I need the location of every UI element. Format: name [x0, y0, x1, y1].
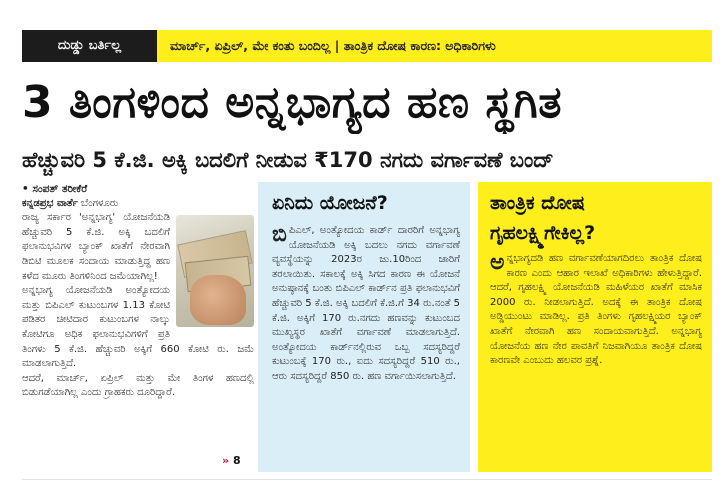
sidebar-text: ನ್ನಭಾಗ್ಯದಡಿ ಹಣ ವರ್ಗಾವಣೆಯಾಗದಿರಲು ತಾಂತ್ರಿಕ ದೋಷ ಕಾರಣ ಎಂದು ಆಹಾರ ಇಲಾಖೆ ಅಧಿಕಾರಿಗಳು ಹೇಳುತ್ತಿದ್ದಾರೆ. ಆದರೆ, ಗೃಹಲಕ್ಷ್ಮಿ ಯೋಜನೆಯಡಿ ಮಹಿಳೆಯರ ಖಾತೆಗೆ ಮಾಸಿಕ 2000 ರು. ನೀಡಲಾಗುತ್ತಿದೆ. ಅದಕ್ಕೆ ಈ ತಾಂತ್ರಿಕ ದೋಷ ಅಡ್ಡಿಯುಂಟು ಮಾಡಿಲ್ಲ. ಪ್ರತಿ ತಿಂಗಳು ಗೃಹಲಕ್ಷ್ಮಿಯರ ಬ್ಯಾಂಕ್ ಖಾತೆಗೆ ನೇರವಾಗಿ ಹಣ ಸಂದಾಯವಾಗುತ್ತಿದೆ. ಅನ್ನಭಾಗ್ಯ ಯೋಜನೆಯ ಹಣ ನೇರ ಪಾವತಿಗೆ ನಿಜವಾಗಿಯೂ ತಾಂತ್ರಿಕ ದೋಷ ಕಾರಣವೇ ಎಂಬುದು ಹಲವರ ಪ್ರಶ್ನೆ.: [490, 253, 702, 367]
bottom-divider: [22, 479, 712, 480]
continued-page-ref: [222, 454, 241, 469]
hand-image: [190, 275, 246, 325]
section-tag: ದುಡ್ಡು ಬರ್ತಿಲ್ಲ: [22, 30, 157, 62]
sidebar-title-line1: ತಾಂತ್ರಿಕ ದೋಷ: [490, 192, 585, 214]
article-paragraph: ರಾಜ್ಯ ಸರ್ಕಾರ 'ಅನ್ನಭಾಗ್ಯ' ಯೋಜನೆಯಡಿ ಹೆಚ್ಚುವರಿ 5 ಕೆ.ಜಿ. ಅಕ್ಕಿ ಬದಲಿಗೆ ಫಲಾನುಭವಿಗಳ ಬ್ಯಾಂಕ್ ಖಾತೆಗೆ ನೇರವಾಗಿ ಡಿಬಿಟಿ ಮೂಲಕ ಸಂದಾಯ ಮಾಡುತ್ತಿದ್ದ ಹಣ ಕಳೆದ ಮೂರು ತಿಂಗಳಿನಿಂದ ಜಮೆಯಾಗಿಲ್ಲ!: [22, 212, 170, 282]
section-banner: [22, 30, 712, 62]
sidebar-dropcap: ಅ: [490, 250, 505, 275]
dateline-city: ಬೆಂಗಳೂರು: [77, 197, 119, 209]
sidebar-body: [490, 252, 702, 369]
sidebar-box: [478, 182, 712, 472]
continued-page-number: 8: [232, 454, 241, 467]
explainer-dropcap: ಬಿ: [272, 222, 287, 247]
sidebar-title: [490, 188, 702, 248]
continued-arrow-icon: »: [222, 454, 230, 467]
dateline: [22, 197, 254, 212]
sidebar-title-line2: ಗೃಹಲಕ್ಷ್ಮಿಗೇಕಿಲ್ಲ?: [490, 222, 596, 244]
main-article-column: [22, 182, 254, 472]
article-paragraph: ಅನ್ನಭಾಗ್ಯ ಯೋಜನೆಯಡಿ ಅಂತ್ಯೋದಯ ಮತ್ತು ಬಿಪಿಎಲ್ ಕುಟುಂಬಗಳ 1.13 ಕೋಟಿ ಪಡಿತರ ಚೀಟಿದಾರ ಕುಟುಂಬಗಳ ನಾಲ್ಕು ಕೋಟಿಗೂ ಅಧಿಕ ಫಲಾನುಭವಿಗಳಿಗೆ ಪ್ರತಿ ತಿಂಗಳು 5 ಕೆ.ಜಿ. ಹೆಚ್ಚುವರಿ ಅಕ್ಕಿಗೆ 660 ಕೋಟಿ ರು. ಜಮೆ ಮಾಡಲಾಗುತ್ತಿದೆ.: [22, 285, 254, 370]
explainer-title: ಏನಿದು ಯೋಜನೆ?: [272, 192, 388, 214]
article-paragraph: ಆದರೆ, ಮಾರ್ಚ್, ಏಪ್ರಿಲ್ ಮತ್ತು ಮೇ ತಿಂಗಳ ಹಣದಲ್ಲಿ ಬಿಡುಗಡೆಯಾಗಿಲ್ಲ ಎಂದು ಗ್ರಾಹಕರು ದೂರಿದ್ದಾರೆ.: [22, 372, 254, 399]
kicker-line: ಮಾರ್ಚ್, ಏಪ್ರಿಲ್, ಮೇ ಕಂತು ಬಂದಿಲ್ಲ | ತಾಂತ್ರಿಕ ದೋಷ ಕಾರಣ: ಅಧಿಕಾರಿಗಳು: [170, 38, 496, 53]
dateline-source: ಕನ್ನಡಪ್ರಭ ವಾರ್ತೆ: [22, 197, 78, 209]
byline: • ಸಂಪತ್ ತರೀಕೆರೆ: [22, 183, 88, 195]
subheadline: ಹೆಚ್ಚುವರಿ 5 ಕೆ.ಜಿ. ಅಕ್ಕಿ ಬದಲಿಗೆ ನೀಡುವ ₹170 ನಗದು ವರ್ಗಾವಣೆ ಬಂದ್: [22, 148, 554, 172]
currency-photo: [176, 215, 254, 327]
explainer-text: ಪಿಎಲ್, ಅಂತ್ಯೋದಯ ಕಾರ್ಡ್ ದಾರರಿಗೆ ಅನ್ನಭಾಗ್ಯ ಯೋಜನೆಯಡಿ ಅಕ್ಕಿ ಬದಲು ನಗದು ವರ್ಗಾವಣೆ ವ್ಯವಸ್ಥೆಯನ್ನು 2023ರ ಜು.10ರಿಂದ ಜಾರಿಗೆ ತರಲಾಯಿತು. ಸಕಾಲಕ್ಕೆ ಅಕ್ಕಿ ಸಿಗದ ಕಾರಣ ಈ ಯೋಜನೆ ಅನುಷ್ಠಾನಕ್ಕೆ ಬಂತು ಬಿಪಿಎಲ್ ಕಾರ್ಡ್‌ನ ಪ್ರತಿ ಫಲಾನುಭವಿಗೆ ಹೆಚ್ಚುವರಿ 5 ಕೆ.ಜಿ. ಅಕ್ಕಿ ಬದಲಿಗೆ ಕೆ.ಜಿ.ಗೆ 34 ರು.ನಂತೆ 5 ಕೆ.ಜಿ. ಅಕ್ಕಿಗೆ 170 ರು.ನಗದು ಹಣವನ್ನು ಕುಟುಂಬದ ಮುಖ್ಯಸ್ಥರ ಖಾತೆಗೆ ವರ್ಗಾವಣೆ ಮಾಡಲಾಗುತ್ತಿದೆ. ಅಂತ್ಯೋದಯ ಕಾರ್ಡ್‌ನಲ್ಲಿರುವ ಒಬ್ಬ ಸದಸ್ಯರಿದ್ದರೆ ಕುಟುಂಬಕ್ಕೆ 170 ರು., ಐದು ಸದಸ್ಯರಿದ್ದರೆ 510 ರು., ಆರು ಸದಸ್ಯರಿದ್ದರೆ 850 ರು. ಹಣ ವರ್ಗಾಯಿಸಲಾಗುತ್ತಿದೆ.: [272, 225, 460, 382]
explainer-box: [258, 182, 470, 472]
headline: 3 ತಿಂಗಳಿಂದ ಅನ್ನಭಾಗ್ಯದ ಹಣ ಸ್ಥಗಿತ: [22, 77, 563, 128]
explainer-body: [272, 224, 460, 385]
